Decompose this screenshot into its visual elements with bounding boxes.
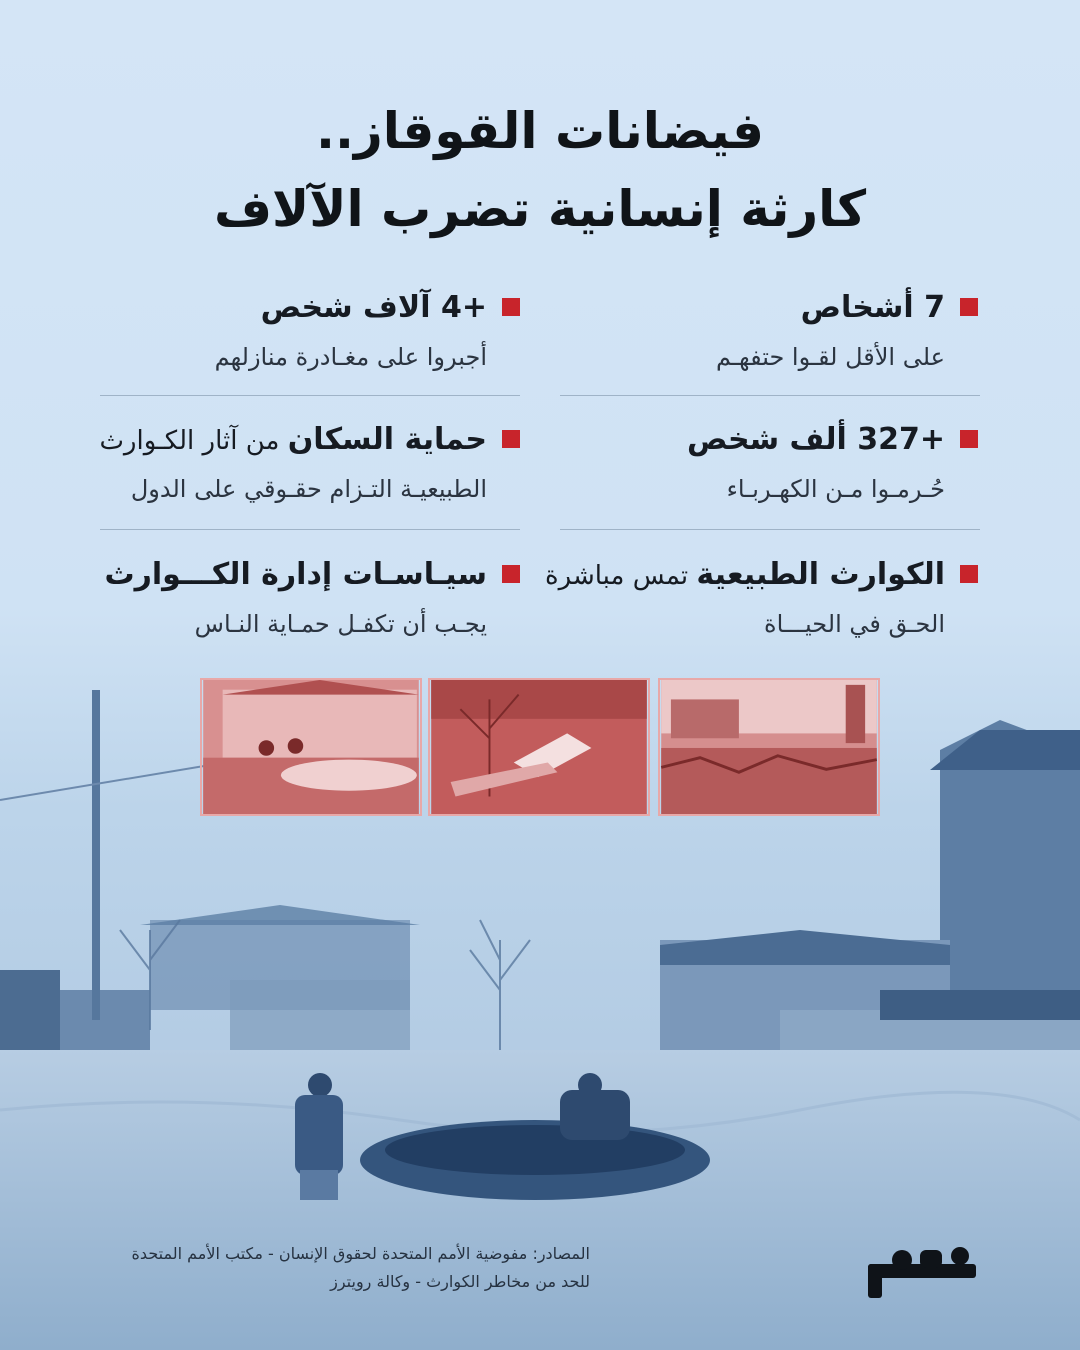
photo-flooded-car [428, 678, 650, 816]
fact-item [67, 420, 487, 509]
divider [100, 529, 520, 530]
sources-line-2: للحد من مخاطر الكوارث - وكالة رويترز [330, 1272, 590, 1291]
fact-item [67, 555, 487, 644]
fact-description: الحـق في الحيـــاة [764, 610, 945, 638]
fact-description: حُـرمـوا مـن الكهـربـاء [726, 475, 945, 503]
bullet-square [502, 430, 520, 448]
fact-description: يجـب أن تكفـل حمـاية النـاس [194, 610, 487, 638]
divider [560, 395, 980, 396]
photo-debris [658, 678, 880, 816]
bullet-square [960, 565, 978, 583]
sources-line-1: المصادر: مفوضية الأمم المتحدة لحقوق الإنسان - مكتب الأمم المتحدة [131, 1244, 590, 1263]
bullet-square [960, 430, 978, 448]
fact-headline: سيـاسـات إدارة الكـــوارث [104, 557, 487, 592]
fact-headline-rest: تمس مباشرة [545, 561, 697, 591]
bullet-square [502, 298, 520, 316]
fact-item [525, 555, 945, 644]
fact-headline: حماية السكان [287, 422, 487, 457]
fact-item [525, 288, 945, 377]
divider [100, 395, 520, 396]
brand-logo [862, 1236, 982, 1300]
title-line-2: كارثة إنسانية تضرب الآلاف [213, 180, 867, 238]
page-title [0, 92, 1080, 248]
fact-headline: +4 آلاف شخص [260, 290, 487, 325]
fact-headline: 7 أشخاص [800, 290, 945, 325]
fact-headline: +327 ألف شخص [687, 422, 945, 457]
fact-description: أجبروا على مغـادرة منازلهم [214, 343, 487, 371]
photo-rescue-boat [200, 678, 422, 816]
fact-headline: الكوارث الطبيعية [696, 557, 945, 592]
fact-item [67, 288, 487, 377]
bullet-square [502, 565, 520, 583]
fact-item [525, 420, 945, 509]
title-line-1: فيضانات القوقاز.. [316, 102, 764, 160]
fact-description: الطبيعيـة التـزام حقـوقي على الدول [130, 475, 487, 503]
bullet-square [960, 298, 978, 316]
sources-note [100, 1240, 590, 1296]
divider [560, 529, 980, 530]
fact-description: على الأقل لقـوا حتفهـم [716, 343, 945, 371]
fact-headline-rest: من آثار الكـوارث [99, 426, 288, 456]
